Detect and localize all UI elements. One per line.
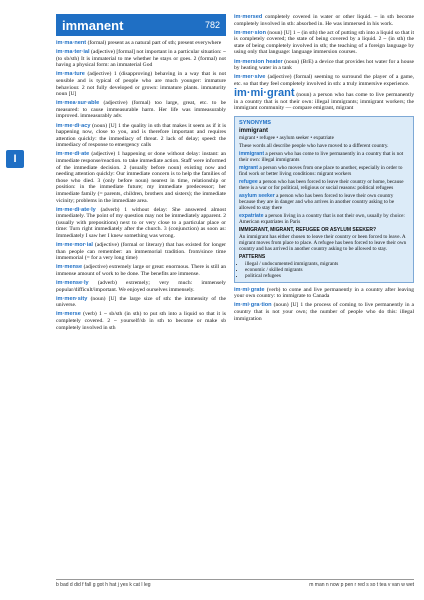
synonym-word: immigrant	[239, 150, 265, 157]
right-bottom-entries	[234, 287, 414, 322]
entry-definition: (adjective) (formal) seeming to surround the player of a game, etc. so that they feel completely involved in sth: a truly immersive experience.	[234, 74, 414, 87]
entry-headword: im·me·di·acy	[56, 122, 91, 129]
entry-headword: im·me·di·ate·ly	[56, 206, 96, 213]
synonym-definition: a person who has been forced to leave their own country because they are in danger and who arrives in another country asking to be allowed to stay there	[239, 192, 395, 211]
dictionary-entry	[56, 264, 226, 277]
synonym-item	[239, 213, 409, 225]
synonym-definition: a person who moves from one place to another, especially in order to find work or better living conditions: migrant workers	[239, 164, 403, 177]
entry-headword: im·me·mor·ial	[56, 242, 93, 249]
dictionary-entry	[56, 49, 226, 69]
synonym-item	[239, 151, 409, 163]
dictionary-entry	[56, 296, 226, 309]
entry-headword: im·mi·gra·tion	[234, 302, 272, 309]
left-entries	[56, 40, 226, 331]
entry-headword: im·men·sity	[56, 295, 88, 302]
letter-tab: I	[6, 150, 24, 168]
dictionary-entry	[234, 287, 414, 300]
entry-definition: (adjective) (formal or literary) that has existed for longer than people can remember: an immemorial tradition. from/since time immemorial (= for a very long time)	[56, 242, 226, 262]
entry-headword: im·mense	[56, 264, 83, 271]
entry-definition: (noun) [U] 1 the process of coming to live permanently in a country that is not your own; the number of people who do this: illegal immigration	[234, 302, 414, 322]
dictionary-entry	[56, 207, 226, 240]
pattern-item: • political refugees	[245, 273, 409, 279]
dictionary-entry	[56, 242, 226, 262]
entry-headword: im·ma·ture	[56, 71, 85, 78]
entry-definition: (adverb) 1 without delay: She answered almost immediately. The point of my question may not be immediately apparent. 2 (usually with prepositions) next to or very close to a particular place or time: Turn right immediately after the church. 3 (conjunction) as soon as: Immediately I saw her I knew something was wrong.	[56, 206, 226, 240]
left-column	[56, 14, 226, 574]
synonyms-note-heading: IMMIGRANT, MIGRANT, REFUGEE OR ASYLUM SEEKER?	[239, 226, 377, 233]
dictionary-entry	[56, 280, 226, 293]
entry-definition: (noun) (BrE) a device that provides hot water for a house by heating water in a tank	[234, 58, 414, 72]
entry-headword: im·ma·nent	[56, 40, 87, 46]
entry-definition: (adjective) [formal] not important in a particular situation: ~ (to sb/sth) It is immaterial to me whether he stays or goes. 2 (formal) not having a physical form: an immaterial God	[56, 49, 226, 69]
synonym-definition: a person who has come to live permanently in a country that is not their own: illegal immigrants	[239, 150, 404, 163]
entry-definition: (noun) [U] 1 the quality in sth that makes it seem as if it is happening now, close to you, and is therefore important and requires attention quickly: the immediacy of threat. 2 lack of delay; speed: the immediacy of response to emergency calls	[56, 122, 226, 149]
dictionary-entry	[56, 100, 226, 120]
big-entry-text: (noun) a person who has come to live permanently in a country that is not their own: illegal immigrants; immigrant workers; the immigrant community — compare emigrant, migrant	[234, 91, 414, 112]
big-entry-headword: im·mi·grant	[234, 86, 295, 99]
dictionary-entry	[56, 151, 226, 204]
synonym-word: migrant	[239, 164, 259, 171]
synonym-word: refugee	[239, 178, 258, 185]
entry-definition: (noun) [U] 1 ~ (in sth) the act of putting sth into a liquid so that it is completely covered; the state of being covered by a liquid. 2 ~ (in sth) the state of being completely involved in sth; the teaching of a foreign language by using only that language: language immersion courses.	[234, 29, 414, 56]
entry-headword: im·mi·grate	[234, 286, 265, 293]
entry-headword: im·mea·sur·able	[56, 100, 100, 107]
entry-headword: im·mersed	[234, 14, 263, 20]
entry-definition: completely covered in water or other liquid. ~ in sth become completely involved in sth: absorbed in. He was immersed in his work.	[234, 14, 414, 27]
synonyms-items	[239, 151, 409, 225]
big-entry	[234, 86, 414, 112]
page-number: 782	[204, 20, 220, 30]
entry-headword: im·ma·ter·ial	[56, 49, 90, 56]
synonym-item	[239, 193, 409, 211]
entry-headword: im·me·di·ate	[56, 151, 90, 158]
synonyms-box-intro: These words all describe people who have moved to a different country.	[239, 142, 389, 149]
entry-headword: im·merse	[56, 311, 81, 318]
entry-definition: (adverb) extremely; very much: immensely popular/difficult/important. We enjoyed ourselves immensely.	[56, 280, 226, 293]
right-top-entries	[234, 14, 414, 87]
entry-definition: (adjective) 1 (disapproving) behaving in a way that is not sensible and is typical of people who are much younger: immature behaviour. 2 not fully developed or grown: immature plants. immaturity noun [U]	[56, 71, 226, 98]
synonyms-box-subtitle: migrant • refugee • asylum seeker • expatriate	[239, 134, 334, 141]
dictionary-entry	[234, 14, 414, 27]
entry-definition: (formal) present as a natural part of sth; present everywhere	[87, 40, 222, 46]
synonyms-note: An immigrant has either chosen to leave their country or been forced to leave. A migrant moves from place to place. A refugee has been forced to leave their own country and has arrived in another country asking to be allowed to stay.	[239, 233, 407, 252]
guide-word-bar	[56, 14, 226, 36]
entry-definition: (adjective) extremely large or great: enormous. There is still an immense amount of work to be done. The benefits are immense.	[56, 264, 226, 277]
dictionary-entry	[234, 30, 414, 56]
synonym-definition: a person living in a country that is not their own, usually by choice: American expatriates in Paris	[239, 212, 405, 225]
patterns-heading: PATTERNS	[239, 253, 266, 260]
dictionary-entry	[56, 123, 226, 149]
pattern-item: • economic / skilled migrants	[245, 267, 409, 273]
entry-definition: (verb) to come and live permanently in a country after leaving your own country: to immigrate to Canada	[234, 286, 414, 300]
synonym-word: expatriate	[239, 212, 264, 219]
entry-headword: im·mense·ly	[56, 280, 89, 287]
dictionary-entry	[56, 40, 226, 47]
dictionary-entry	[56, 71, 226, 97]
entry-headword: im·mer·sive	[234, 74, 266, 81]
entry-headword: im·mersion heater	[234, 58, 283, 65]
entry-definition: (adjective) (formal) too large, great, etc. to be measured: to cause immeasurable harm. Her life was immeasurably improved. immeasurably adv.	[56, 100, 226, 120]
patterns-list	[239, 261, 409, 279]
entry-definition: (noun) [U] the large size of sth: the immensity of the universe.	[56, 295, 226, 309]
synonym-item	[239, 165, 409, 177]
dictionary-entry	[234, 302, 414, 322]
pronunciation-footer	[56, 579, 414, 592]
dictionary-entry	[234, 74, 414, 87]
synonym-word: asylum seeker	[239, 192, 275, 199]
entry-headword: im·mer·sion	[234, 29, 267, 36]
footer-left: b bad d did f fall g got h hat j yes k cat l leg	[56, 582, 151, 588]
pattern-item: • illegal / undocumented immigrants, migrants	[245, 261, 409, 267]
entry-definition: (adjective) 1 happening or done without delay: instant: an immediate response/reaction. to take immediate action. Staff were informed of the immediate decision. 2 (usually before noun) existing now and needing attention quickly: Our immediate concern is to help the families of those who died. 3 (only before noun) nearest in time, relationship or position: in the immediate future; my immediate predecessor; her immediate family (= parents, children, brothers and sisters); the immediate vicinity; problems in the immediate area.	[56, 151, 226, 204]
right-column	[234, 14, 414, 574]
synonym-definition: a person who has been forced to leave their country or home, because there is a war or for political, religious or social reasons: political refugees	[239, 178, 404, 191]
synonyms-box	[234, 116, 414, 283]
dictionary-entry	[234, 59, 414, 72]
dictionary-entry	[56, 311, 226, 331]
synonyms-box-title: immigrant	[239, 127, 269, 134]
synonyms-box-header: SYNONYMS	[239, 119, 272, 126]
footer-right: m man n now p pen r red s so t tea v van w wet	[309, 582, 414, 588]
synonym-item	[239, 179, 409, 191]
entry-definition: (verb) 1 ~ sb/sth (in sth) to put sth into a liquid so that it is completely covered. 2 ~ yourself/sb in sth to become or make sb completely involved in sth	[56, 311, 226, 331]
guide-word: immanent	[62, 17, 124, 33]
